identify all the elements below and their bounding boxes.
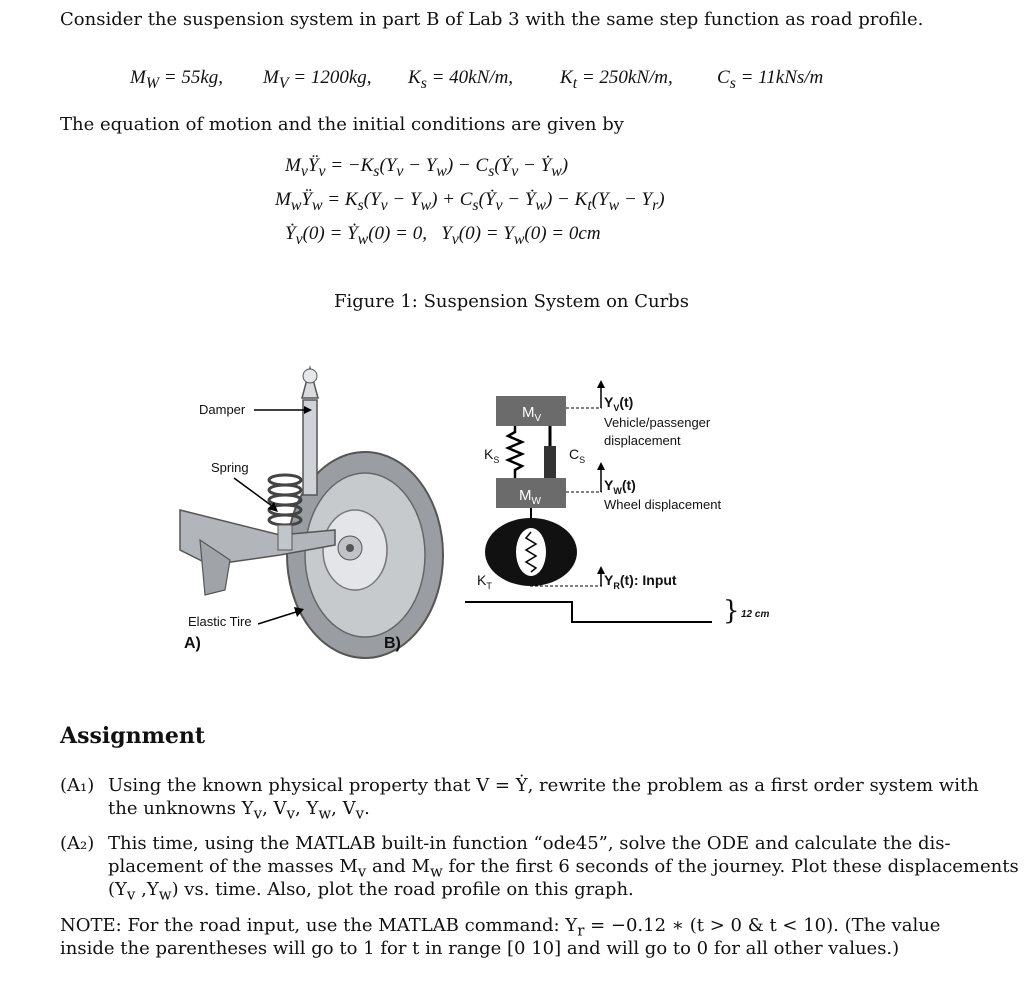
panel-a-label: A): [184, 635, 201, 652]
spring-arrow-icon: [232, 476, 282, 516]
yv-desc-1: Vehicle/passenger: [604, 415, 711, 430]
damper-arrow-icon: [252, 400, 312, 420]
tire-arrow-icon: [256, 606, 306, 630]
assignment-heading: Assignment: [60, 723, 206, 749]
param-mv: $M_V = 1200kg$,: [263, 67, 372, 92]
suspension-spring: [508, 426, 522, 478]
figure-caption: Figure 1: Suspension System on Curbs: [334, 291, 689, 312]
equation-1: $M_vŸ_v = -K_s(Y_v - Y_w)$ − $C_s(Ẏ_v$ − Ẏ$_w$): [285, 155, 569, 180]
cs-label: $C_S$: [569, 446, 586, 465]
item-a2-line1: This time, using the MATLAB built-in function “ode45”, solve the ODE and calculate the dis-: [108, 833, 951, 854]
initial-conditions: Ẏ$_v$(0) = Ẏ$_w$(0) = 0, $Y_v(0) = Y_w(0) = 0cm$: [285, 223, 601, 248]
item-a2-line3: ($Y_v$ $,Y_w$) vs. time. Also, plot the road profile on this graph.: [108, 879, 634, 904]
mw-label: $M_W$: [519, 487, 541, 507]
step-brace-icon: }: [723, 596, 740, 626]
spring-label: Spring: [211, 460, 249, 475]
note-line-2: inside the parentheses will go to 1 for t in range [0 10] and will go to 0 for all other values.): [60, 938, 900, 959]
item-a1-tag: (A₁): [60, 775, 95, 796]
yw-label: $Y_W(t)$: [604, 477, 636, 496]
step-height-label: 12 cm: [741, 609, 770, 620]
ks-label: $K_S$: [484, 446, 500, 465]
damper-label: Damper: [199, 402, 246, 417]
item-a2-line2: placement of the masses $M_v$ and $M_w$ for the first 6 seconds of the journey. Plot these displacements: [108, 856, 1019, 881]
item-a1-line2: the unknowns $Y_v$, $V_v$, $Y_w$, $V_v$.: [108, 798, 370, 823]
intro-text: Consider the suspension system in part B of Lab 3 with the same step function as road profile.: [60, 9, 924, 30]
item-a1-line1: Using the known physical property that V = Ẏ, rewrite the problem as a first order system with: [108, 775, 979, 796]
yv-label: $Y_V(t)$: [604, 394, 634, 413]
param-kt: $K_t = 250kN/m$,: [560, 67, 673, 92]
road-step: [465, 602, 712, 622]
equation-2: $M_wŸ_w = K_s(Y_v - Y_w)$ + $C_s(Ẏ_v$ − Ẏ$_w$) − $K_t(Y_w - Y_r)$: [275, 189, 665, 214]
tire-label: Elastic Tire: [188, 614, 252, 629]
param-cs: $C_s = 11kNs/m$: [717, 67, 824, 92]
item-a2-tag: (A₂): [60, 833, 95, 854]
suspension-damper: [544, 446, 556, 478]
yr-label: $Y_R(t)$: Input: [604, 572, 677, 591]
kt-label: $K_T$: [477, 572, 492, 591]
param-ks: $K_s = 40kN/m$,: [408, 67, 514, 92]
note-line-1: NOTE: For the road input, use the MATLAB command: $Y_r = -0.12$ ∗ (t > 0 & t < 10). (The value: [60, 915, 941, 940]
panel-b-label: B): [384, 635, 401, 652]
yv-desc-2: displacement: [604, 433, 681, 448]
eom-intro: The equation of motion and the initial conditions are given by: [60, 114, 624, 135]
mv-label: $M_V$: [522, 404, 542, 424]
param-mw: $M_W = 55kg$,: [130, 67, 224, 92]
yw-desc: Wheel displacement: [604, 497, 722, 512]
